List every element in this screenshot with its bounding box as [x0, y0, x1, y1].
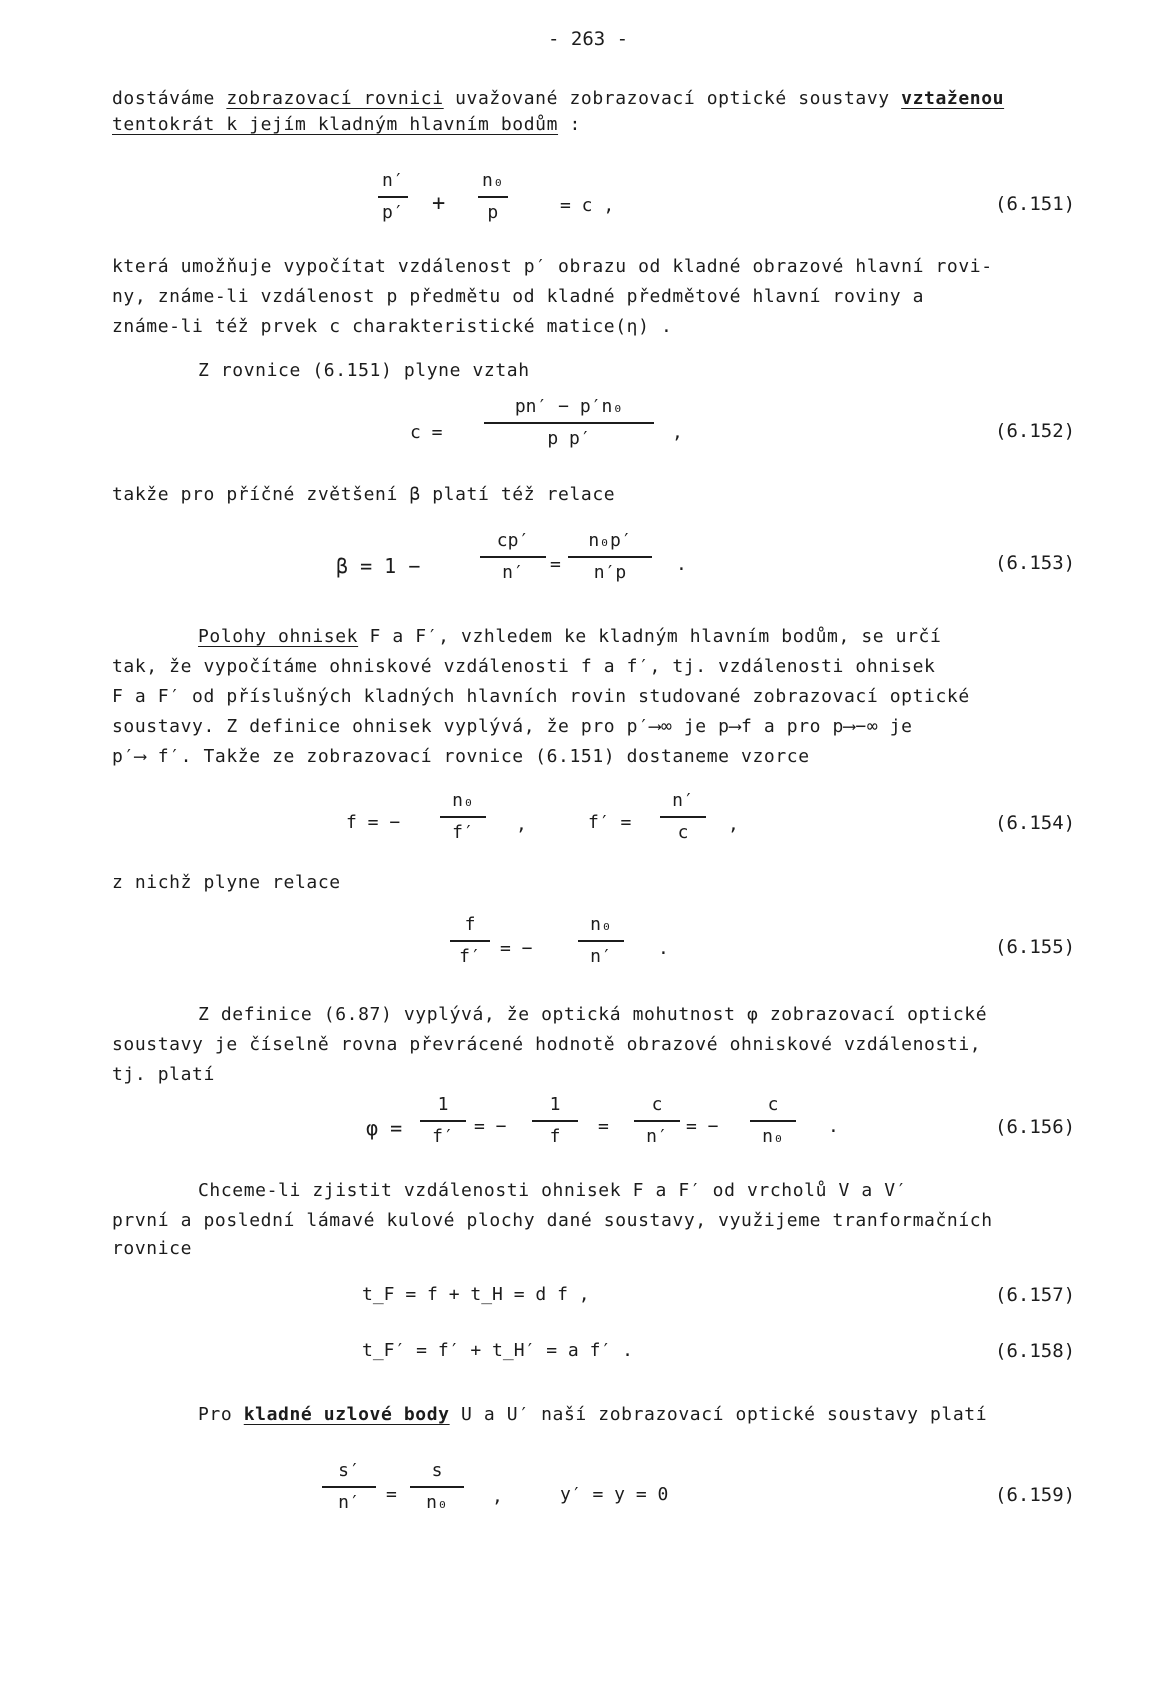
paragraph-line: soustavy je číselně rovna převrácené hodnotě obrazové ohniskové vzdálenosti, — [112, 1034, 982, 1055]
paragraph-line: z nichž plyne relace — [112, 872, 341, 893]
paragraph-line: známe-li též prvek c charakteristické matice(η) . — [112, 316, 673, 337]
equation-number: (6.153) — [995, 552, 1076, 574]
denominator: p p′ — [547, 428, 591, 449]
numerator: n₀ — [590, 914, 612, 935]
fraction-bar — [440, 816, 486, 818]
equation-expression: t_F = f + t_H = d f , — [362, 1284, 590, 1305]
punctuation: , — [516, 814, 527, 835]
fraction — [322, 1460, 376, 1514]
text-run: dostáváme — [112, 88, 227, 109]
numerator: c — [651, 1094, 663, 1115]
denominator: n₀ — [426, 1492, 448, 1513]
fraction — [478, 170, 508, 224]
paragraph-line: první a poslední lámavé kulové plochy dané soustavy, využijeme tranformačních — [112, 1210, 993, 1231]
paragraph-line: která umožňuje vypočítat vzdálenost p′ obrazu od kladné obrazové hlavní rovi- — [112, 256, 993, 277]
paragraph-line: tj. platí — [112, 1064, 215, 1085]
paragraph-line — [198, 626, 941, 647]
paragraph-line — [112, 88, 1004, 109]
fraction — [532, 1094, 578, 1148]
paragraph-line — [198, 1404, 987, 1425]
denominator: c — [677, 822, 689, 843]
paragraph-line: Z rovnice (6.151) plyne vztah — [198, 360, 530, 381]
operator: = — [386, 1484, 397, 1505]
denominator: n′ — [338, 1492, 360, 1513]
paragraph-line: ny, známe-li vzdálenost p předmětu od kladné předmětové hlavní roviny a — [112, 286, 925, 307]
denominator: p′ — [382, 202, 404, 223]
paragraph-line: Z definice (6.87) vyplývá, že optická mohutnost φ zobrazovací optické — [198, 1004, 988, 1025]
numerator: n₀ — [452, 790, 474, 811]
denominator: f′ — [459, 946, 481, 967]
equation-number: (6.151) — [995, 193, 1076, 215]
equation-lhs: f = − — [346, 812, 401, 833]
fraction-bar — [480, 556, 546, 558]
fraction — [450, 914, 490, 968]
numerator: n′ — [672, 790, 694, 811]
fraction-bar — [410, 1486, 464, 1488]
fraction-bar — [378, 196, 408, 198]
equation-rhs: = c , — [560, 195, 615, 216]
fraction — [750, 1094, 796, 1148]
punctuation: . — [676, 554, 687, 575]
denominator: n′p — [593, 562, 627, 583]
denominator: f′ — [452, 822, 474, 843]
numerator: n′ — [382, 170, 404, 191]
numerator: n₀p′ — [588, 530, 632, 551]
underlined-term: zobrazovací rovnici — [226, 88, 444, 109]
fraction — [568, 530, 652, 584]
equation-lhs: β = 1 − — [336, 554, 421, 578]
denominator: f′ — [432, 1126, 454, 1147]
paragraph-line: p′⟶ f′. Takže ze zobrazovací rovnice (6.151) dostaneme vzorce — [112, 746, 810, 767]
fraction-bar — [750, 1120, 796, 1122]
fraction-bar — [578, 940, 624, 942]
fraction-bar — [634, 1120, 680, 1122]
punctuation: , — [672, 422, 683, 443]
operator: = − — [686, 1116, 719, 1137]
numerator: f — [464, 914, 476, 935]
denominator: n′ — [646, 1126, 668, 1147]
numerator: 1 — [549, 1094, 561, 1115]
text-run: uvažované zobrazovací optické soustavy — [443, 88, 902, 109]
paragraph-line: soustavy. Z definice ohnisek vyplývá, že pro p′⟶∞ je p⟶f a pro p⟶−∞ je — [112, 716, 913, 737]
equation-number: (6.157) — [995, 1284, 1076, 1306]
operator: = — [550, 554, 561, 575]
text-run: : — [558, 114, 581, 135]
text-run: U a U′ naší zobrazovací optické soustavy platí — [449, 1404, 988, 1425]
text-run: Pro — [198, 1404, 244, 1425]
operator: + — [432, 191, 446, 216]
equation-number: (6.154) — [995, 812, 1076, 834]
fraction — [378, 170, 408, 224]
fraction — [660, 790, 706, 844]
fraction-bar — [484, 422, 654, 424]
equation-lhs: f′ = — [588, 812, 632, 833]
equation-number: (6.156) — [995, 1116, 1076, 1138]
fraction — [480, 530, 546, 584]
equation-number: (6.159) — [995, 1484, 1076, 1506]
fraction-bar — [478, 196, 508, 198]
numerator: c — [767, 1094, 779, 1115]
fraction — [410, 1460, 464, 1514]
operator: = − — [500, 938, 533, 959]
fraction-bar — [450, 940, 490, 942]
paragraph-line: takže pro příčné zvětšení β platí též relace — [112, 484, 616, 505]
operator: = — [598, 1116, 609, 1137]
punctuation: . — [658, 938, 669, 959]
fraction-bar — [420, 1120, 466, 1122]
numerator: s — [431, 1460, 443, 1481]
fraction-bar — [322, 1486, 376, 1488]
paragraph-line: Chceme-li zjistit vzdálenosti ohnisek F a F′ od vrcholů V a V′ — [198, 1180, 908, 1201]
equation-expression: t_F′ = f′ + t_H′ = a f′ . — [362, 1340, 633, 1361]
equation-lhs: φ = — [366, 1116, 403, 1140]
paragraph-line: tak, že vypočítáme ohniskové vzdálenosti f a f′, tj. vzdálenosti ohnisek — [112, 656, 936, 677]
punctuation: , — [492, 1486, 503, 1507]
underlined-term: kladné uzlové body — [243, 1404, 450, 1425]
numerator: s′ — [338, 1460, 360, 1481]
punctuation: . — [828, 1116, 839, 1137]
fraction — [634, 1094, 680, 1148]
denominator: n′ — [590, 946, 612, 967]
numerator: pn′ − p′n₀ — [514, 396, 624, 417]
text-run: F a F′, vzhledem ke kladným hlavním bodům, se určí — [358, 626, 942, 647]
underlined-term: vztaženou — [901, 88, 1005, 109]
fraction — [440, 790, 486, 844]
fraction — [420, 1094, 466, 1148]
equation-number: (6.152) — [995, 420, 1076, 442]
fraction-bar — [568, 556, 652, 558]
paragraph-line: F a F′ od příslušných kladných hlavních rovin studované zobrazovací optické — [112, 686, 970, 707]
denominator: n₀ — [762, 1126, 784, 1147]
operator: = − — [474, 1116, 507, 1137]
numerator: cp′ — [496, 530, 530, 551]
fraction-bar — [532, 1120, 578, 1122]
equation-lhs: c = — [410, 422, 443, 443]
denominator: n′ — [502, 562, 524, 583]
numerator: n₀ — [482, 170, 504, 191]
denominator: p — [487, 202, 499, 223]
fraction-bar — [660, 816, 706, 818]
paragraph-line: rovnice — [112, 1238, 193, 1259]
equation-number: (6.155) — [995, 936, 1076, 958]
page-number: - 263 - — [548, 28, 629, 50]
numerator: 1 — [437, 1094, 449, 1115]
underlined-term: Polohy ohnisek — [198, 626, 359, 647]
denominator: f — [549, 1126, 561, 1147]
equation-rhs: y′ = y = 0 — [560, 1484, 669, 1505]
fraction — [578, 914, 624, 968]
punctuation: , — [728, 814, 739, 835]
underlined-term: tentokrát k jejím kladným hlavním bodům — [112, 114, 559, 135]
fraction — [484, 396, 654, 450]
paragraph-line — [112, 114, 581, 135]
equation-number: (6.158) — [995, 1340, 1076, 1362]
